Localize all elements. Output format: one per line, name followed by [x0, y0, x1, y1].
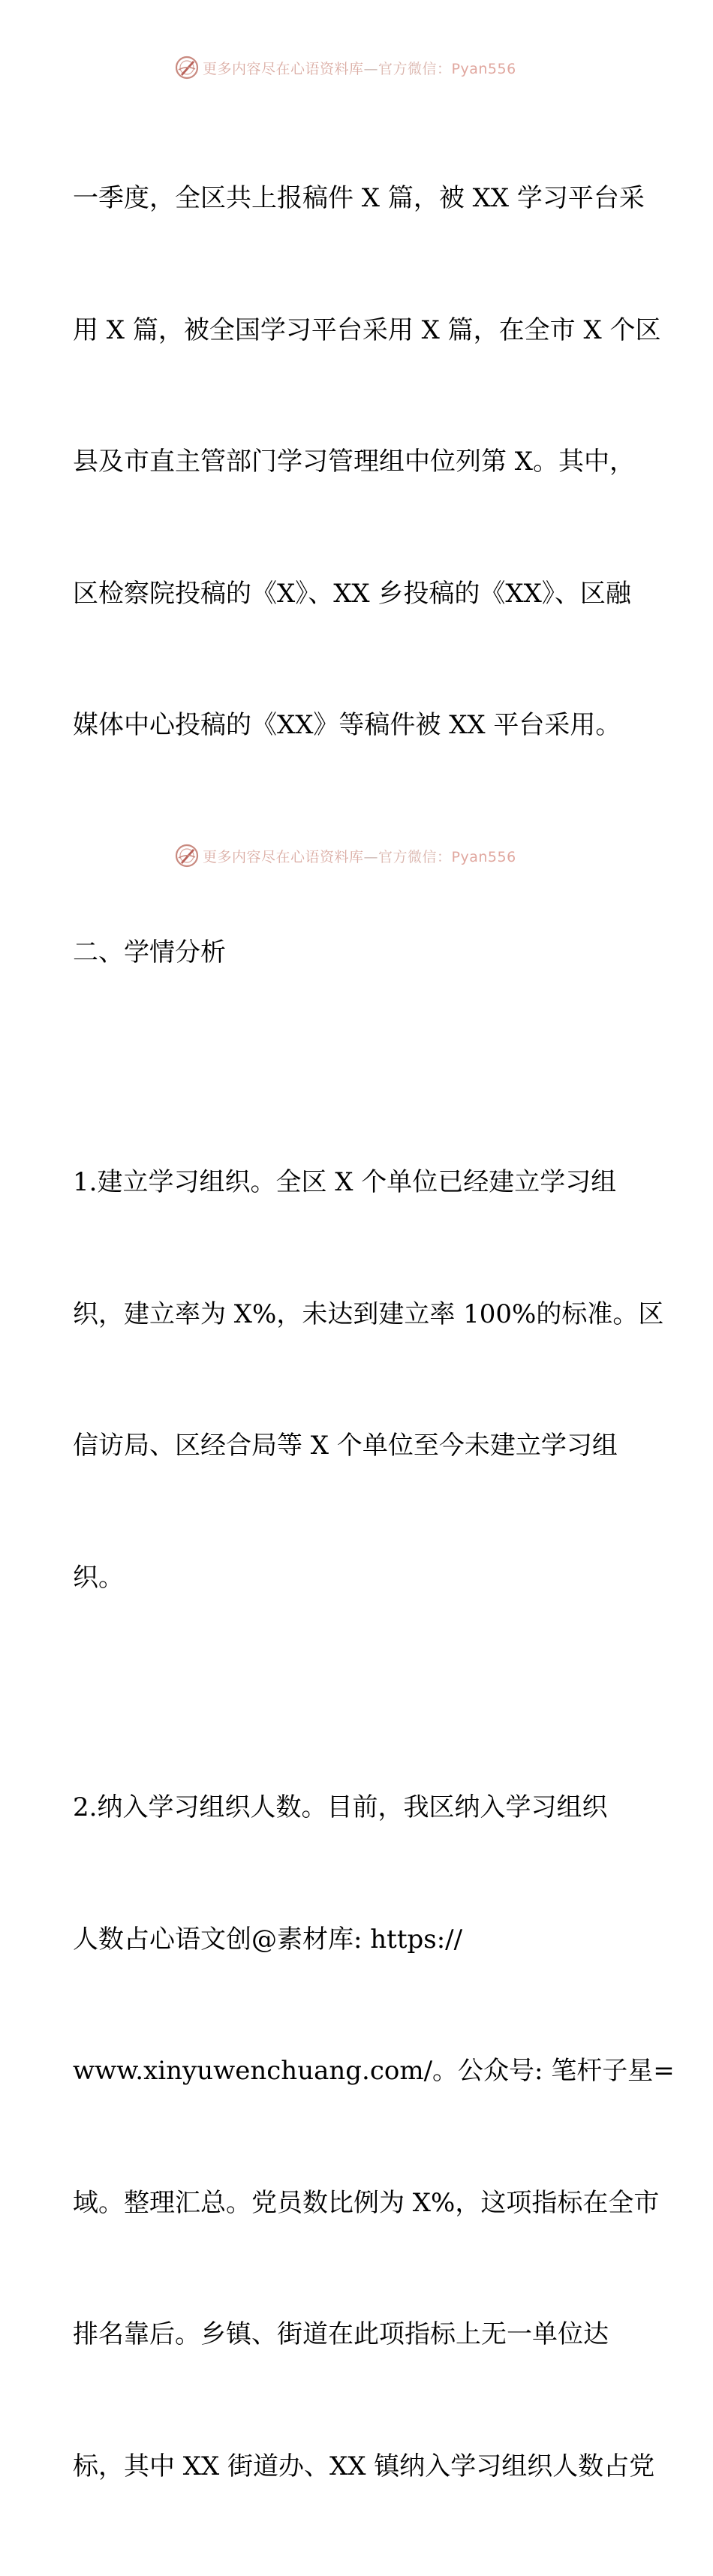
- header-watermark: [174, 54, 534, 81]
- heading-text: 二、学情分析: [73, 937, 226, 968]
- text-line: 区检察院投稿的《X》、XX 乡投稿的《XX》、区融: [73, 578, 631, 609]
- watermark-handle: Pyan556: [451, 848, 516, 865]
- watermark-dash: —: [363, 60, 379, 77]
- paragraph-membership: [73, 1698, 675, 2576]
- watermark-text: [203, 846, 516, 866]
- paragraph-submissions: [73, 89, 661, 835]
- text-line: 媒体中心投稿的《XX》等稿件被 XX 平台采用。: [73, 710, 621, 740]
- text-line: 一季度，全区共上报稿件 X 篇，被 XX 学习平台采: [73, 183, 645, 213]
- watermark-handle: Pyan556: [451, 60, 516, 77]
- watermark-wechat-label: 官方微信：: [378, 848, 452, 865]
- text-line: 标，其中 XX 街道办、XX 镇纳入学习组织人数占党: [73, 2451, 655, 2481]
- paragraph-study-groups: [73, 1073, 664, 1687]
- watermark-text: [203, 58, 516, 78]
- quill-seal-icon: [174, 55, 200, 80]
- watermark-wechat-label: 官方微信：: [378, 60, 452, 77]
- text-line: 人数占心语文创@素材库: https://: [73, 1924, 463, 1955]
- watermark-dash: —: [363, 848, 379, 865]
- watermark-brand: 更多内容尽在心语资料库: [203, 60, 364, 77]
- document-body: [73, 89, 675, 2576]
- text-line: 1.建立学习组织。全区 X 个单位已经建立学习组: [73, 1167, 617, 1197]
- text-line: 县及市直主管部门学习管理组中位列第 X。其中，: [73, 447, 636, 477]
- section-heading: [73, 843, 651, 1063]
- text-line: www.xinyuwenchuang.com/。公众号: 笔杆子星=: [73, 2056, 675, 2086]
- text-line: 信访局、区经合局等 X 个单位至今未建立学习组: [73, 1431, 618, 1461]
- text-line: 域。整理汇总。党员数比例为 X%，这项指标在全市: [73, 2187, 660, 2218]
- text-line: 排名靠后。乡镇、街道在此项指标上无一单位达: [73, 2319, 609, 2349]
- text-line: 织。: [73, 1562, 124, 1593]
- quill-seal-icon: [174, 843, 200, 868]
- watermark-brand: 更多内容尽在心语资料库: [203, 848, 364, 865]
- text-line: 用 X 篇，被全国学习平台采用 X 篇，在全市 X 个区: [73, 314, 661, 345]
- footer-watermark: [174, 842, 534, 869]
- text-line: 2.纳入学习组织人数。目前，我区纳入学习组织: [73, 1792, 608, 1822]
- text-line: 织，建立率为 X%，未达到建立率 100%的标准。区: [73, 1299, 664, 1329]
